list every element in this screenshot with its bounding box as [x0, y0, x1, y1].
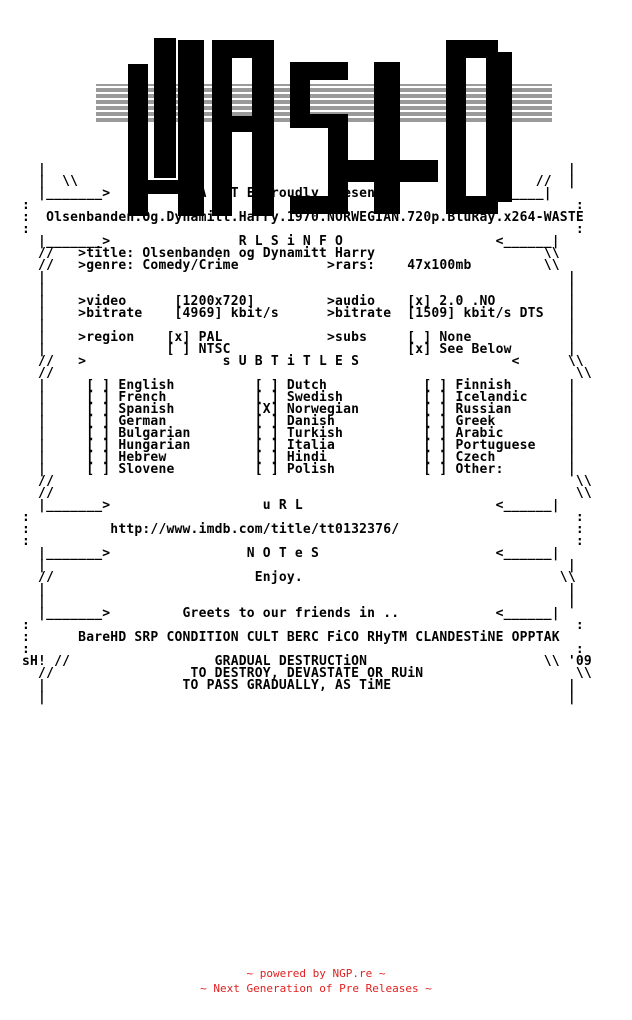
footer: [0, 966, 632, 996]
footer-powered-by: ~ powered by NGP.re ~: [246, 967, 386, 980]
nfo-text: | | | \\ // | |_______> W A S T E proudly presents: <______| : : : Olsenbanden.Og.Dynamitt.Harry.1970.NORWEGIAN.720p.BluRay.x264-WASTE : : |_______> R L S i N F O <______| // >title: Olsenbanden og Dynamitt Harry \\ // >genre: Comedy/Crime >rars: 47x100mb \\ | | | | | >video [1200x720] >audio [x] 2.0 .NO | | >bitrate [4969] kbit/s >bitrate [1509] kbit/s DTS | | | | >region [x] PAL >subs [ ] None | | [ ] NTSC [x] See Below | // > s U B T i T L E S < \\ // \\ | [ ] English [ ] Dutch [ ] Finnish | | [ ] French [ ] Swedish [ ] Icelandic | | [ ] Spanish [X] Norwegian [ ] Russian | | [ ] German [ ] Danish [ ] Greek | | [ ] Bulgarian [ ] Turkish [ ] Arabic | | [ ] Hungarian [ ] Italia [ ] Portuguese | | [ ] Hebrew [ ] Hindi [ ] Czech | | [ ] Slovene [ ] Polish [ ] Other: | // \\ // \\ |_______> u R L <______| : : : http://www.imdb.com/title/tt0132376/ : : : |_______> N O T e S <______| | | // Enjoy. \\ | | | | |_______> Greets to our friends in .. <______| : : : BareHD SRP CONDITION CULT BERC FiCO RHyTM CLANDESTiNE OPPTAK : : sH! // GRADUAL DESTRUCTiON \\ '09 // TO DESTROY, DEVASTATE OR RUiN \\ | TO PASS GRADUALLY, AS TiME | | |: [22, 162, 592, 705]
footer-tagline: ~ Next Generation of Pre Releases ~: [200, 982, 432, 995]
